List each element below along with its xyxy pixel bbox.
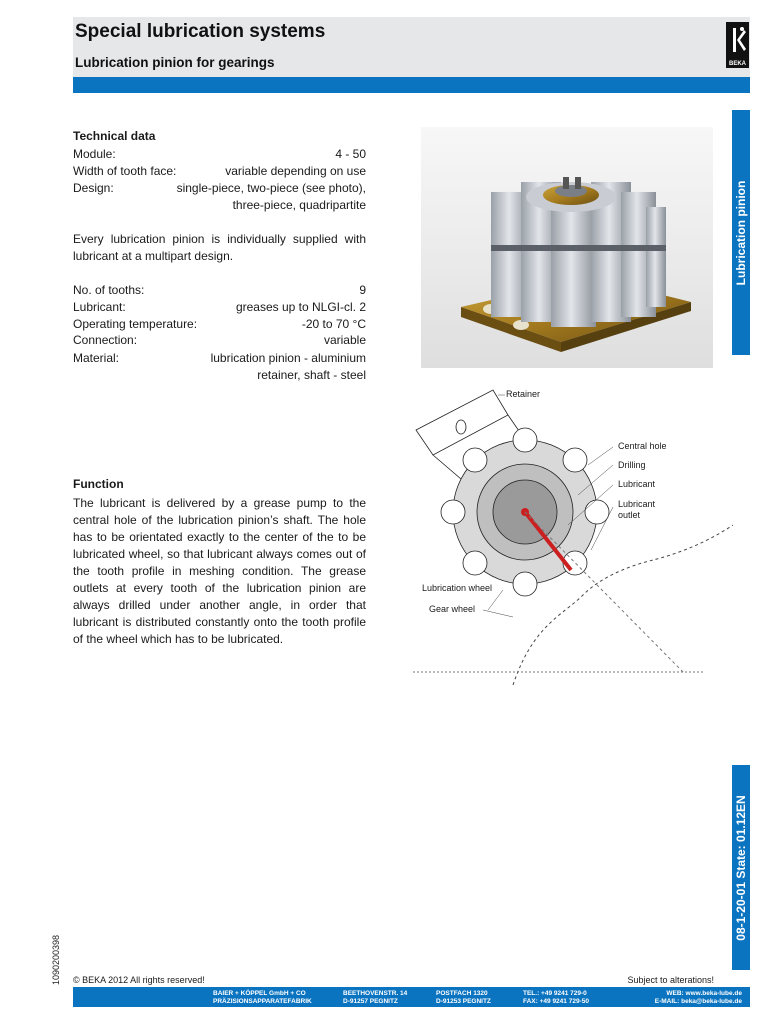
- footer-company: [213, 990, 312, 1005]
- label-gear-wheel: Gear wheel: [429, 604, 476, 614]
- spec-value: three-piece, quadripartite: [232, 198, 366, 212]
- page-subtitle: Lubrication pinion for gearings: [75, 55, 275, 70]
- copyright-text: © BEKA 2012 All rights reserved!: [73, 975, 205, 985]
- intro-paragraph: Every lubrication pinion is individually supplied with lubricant at a multipart design.: [73, 232, 366, 263]
- spec-label: Operating temperature:: [73, 317, 198, 331]
- footer-web: [655, 990, 742, 1005]
- spec-value: -20 to 70 °C: [301, 317, 366, 331]
- spec-label: Module:: [73, 147, 116, 161]
- footer-bar: [73, 987, 750, 1007]
- spec-label: Lubricant:: [73, 300, 126, 314]
- spec-row: [73, 198, 366, 214]
- spec-label: Material:: [73, 351, 120, 365]
- spec-row: [73, 181, 366, 197]
- label-lubricant-outlet-2: outlet: [618, 510, 641, 520]
- company-line-2: PRÄZISIONSAPPARATEFABRIK: [213, 997, 312, 1005]
- company-line-1: BAIER + KÖPPEL GmbH + CO: [213, 990, 306, 997]
- spec-row: [73, 164, 366, 180]
- document-state-label: 08-1-20-01 State: 01.12EN: [734, 794, 748, 941]
- po-line-1: POSTFACH 1320: [436, 990, 488, 997]
- spec-row: [73, 147, 366, 163]
- spec-value: retainer, shaft - steel: [257, 368, 366, 382]
- spec-label: Width of tooth face:: [73, 164, 177, 178]
- label-lubricant-outlet-1: Lubricant: [618, 499, 656, 509]
- spec-value: single-piece, two-piece (see photo),: [176, 181, 366, 195]
- beka-logo: [726, 22, 749, 68]
- spec-row: [73, 317, 366, 333]
- category-side-tab: [732, 110, 750, 355]
- product-photo: [421, 127, 713, 368]
- fax-line: FAX: +49 9241 729-50: [523, 997, 589, 1005]
- lubrication-pinion-photo: [421, 127, 713, 368]
- retainer-plate: [416, 390, 508, 455]
- footer-po-box: [436, 990, 491, 1005]
- label-lubrication-wheel: Lubrication wheel: [422, 583, 493, 593]
- document-id: 1090200398: [51, 934, 61, 985]
- function-paragraph: The lubricant is delivered by a grease pump to the central hole of the lubrication pinion’s shaft. The hole has to be orientated exactly to the center of the to be lubricated wheel, so that lubricant always comes out of the tooth profile in meshing condition. The grease outlets at every tooth of the lubrication pinion are always drilled under another angle, in order that lubricant is distributed constantly onto the tooth profile of the wheel which has to be lubricated.: [73, 496, 366, 646]
- spec-value: lubrication pinion - aluminium: [210, 351, 366, 365]
- spec-value: variable depending on use: [225, 164, 366, 178]
- page-title: Special lubrication systems: [75, 21, 326, 42]
- spec-label: Connection:: [73, 333, 138, 347]
- pinion-diagram: [413, 385, 733, 685]
- alterations-notice: Subject to alterations!: [627, 975, 714, 985]
- tel-line: TEL.: +49 9241 729-0: [523, 990, 587, 997]
- spec-row: [73, 283, 366, 299]
- email-link[interactable]: E-MAIL: beka@beka-lube.de: [654, 997, 742, 1005]
- po-line-2: D-91253 PEGNITZ: [436, 997, 491, 1005]
- spec-row: [73, 300, 366, 316]
- label-lubricant: Lubricant: [618, 479, 656, 489]
- spec-row: [73, 333, 366, 349]
- footer-phone: [523, 990, 589, 1005]
- technical-data-heading: Technical data: [73, 129, 156, 143]
- spec-value: variable: [323, 333, 366, 347]
- logo-text: BEKA: [728, 61, 746, 67]
- spec-value: 4 - 50: [335, 147, 366, 161]
- spec-value: 9: [359, 283, 366, 297]
- spec-label: Design:: [73, 181, 114, 195]
- function-heading: Function: [73, 477, 124, 491]
- label-drilling: Drilling: [618, 460, 646, 470]
- spec-value: greases up to NLGI-cl. 2: [235, 300, 366, 314]
- street-line-2: D-91257 PEGNITZ: [343, 997, 398, 1005]
- label-central-hole: Central hole: [618, 441, 667, 451]
- street-line-1: BEETHOVENSTR. 14: [343, 990, 408, 997]
- label-retainer: Retainer: [506, 389, 541, 399]
- footer-street: [343, 990, 407, 1005]
- pinion-schematic: [413, 385, 733, 685]
- retainer-hole: [456, 420, 466, 434]
- beka-logo-mark: [726, 22, 749, 58]
- spec-row: [73, 368, 366, 384]
- header-accent-bar: [73, 77, 750, 93]
- spec-row: [73, 351, 366, 367]
- spec-label: No. of tooths:: [73, 283, 145, 297]
- category-label: Lubrication pinion: [734, 180, 748, 285]
- web-link[interactable]: WEB: www.beka-lube.de: [666, 990, 742, 997]
- document-state-tab: [732, 765, 750, 970]
